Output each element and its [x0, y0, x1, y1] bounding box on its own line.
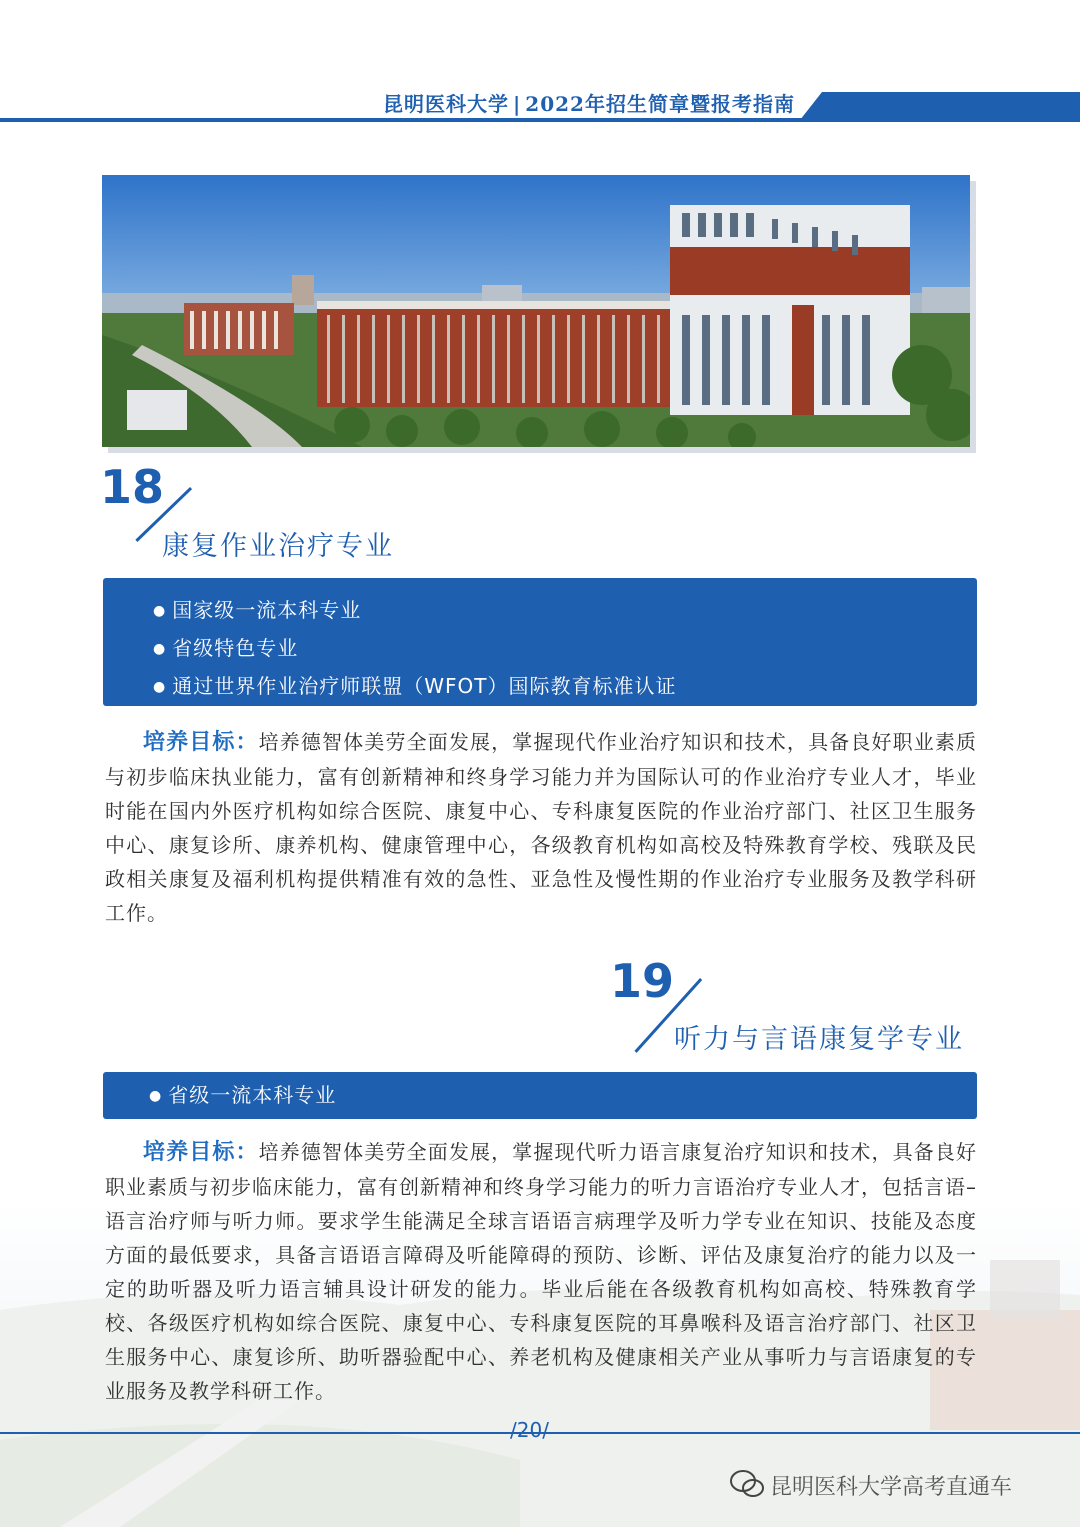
section-number: 19	[610, 954, 675, 1008]
goal-label: 培养目标：	[143, 1140, 259, 1165]
goal-label: 培养目标：	[143, 730, 259, 755]
goal-paragraph	[105, 725, 977, 930]
watermark: 昆明医科大学高考直通车	[770, 1475, 1013, 1500]
goal-text: 培养德智体美劳全面发展，掌握现代听力语言康复治疗知识和技术，具备良好职业素质与初步临床能力，富有创新精神和终身学习能力的听力言语治疗专业人才，包括言语–语言治疗师与听力师。要求学生能满足全球言语语言病理学及听力学专业在知识、技能及态度方面的最低要求，具备言语语言障碍及听能障碍的预防、诊断、评估及康复治疗的能力以及一定的助听器及听力语言辅具设计研发的能力。毕业后能在各级教育机构如高校、特殊教育学校、各级医疗机构如综合医院、康复中心、专科康复医院的耳鼻喉科及语言治疗部门、社区卫生服务中心、康复诊所、助听器验配中心、养老机构及健康相关产业从事听力与言语康复的专业服务及教学科研工作。	[105, 1140, 977, 1403]
header-tab	[800, 92, 1080, 120]
section-title: 康复作业治疗专业	[162, 531, 394, 562]
section-title: 听力与言语康复学专业	[674, 1024, 964, 1055]
highlight-item: ● 省级特色专业	[153, 631, 977, 669]
page-number-value: 20	[516, 1418, 543, 1442]
highlights-box	[103, 578, 977, 706]
page-number: /20/	[510, 1418, 549, 1442]
highlight-item: ● 国家级一流本科专业	[153, 593, 977, 631]
header-separator: |	[513, 92, 522, 116]
header-title: 2022年招生简章暨报考指南	[525, 92, 795, 116]
highlight-item: ● 省级一流本科专业	[149, 1078, 977, 1116]
campus-photo	[102, 175, 970, 447]
wechat-icon	[730, 1470, 764, 1498]
section-number: 18	[100, 460, 165, 514]
goal-text: 培养德智体美劳全面发展，掌握现代作业治疗知识和技术，具备良好职业素质与初步临床执业能力，富有创新精神和终身学习能力并为国际认可的作业治疗专业人才，毕业时能在国内外医疗机构如综合医院、康复中心、专科康复医院的作业治疗部门、社区卫生服务中心、康复诊所、康养机构、健康管理中心，各级教育机构如高校及特殊教育学校、残联及民政相关康复及福利机构提供精准有效的急性、亚急性及慢性期的作业治疗专业服务及教学科研工作。	[105, 730, 977, 925]
highlight-item: ● 通过世界作业治疗师联盟（WFOT）国际教育标准认证	[153, 669, 977, 707]
header-university: 昆明医科大学	[383, 92, 509, 116]
goal-paragraph	[105, 1135, 977, 1408]
running-header	[383, 88, 795, 117]
highlights-box	[103, 1072, 977, 1119]
